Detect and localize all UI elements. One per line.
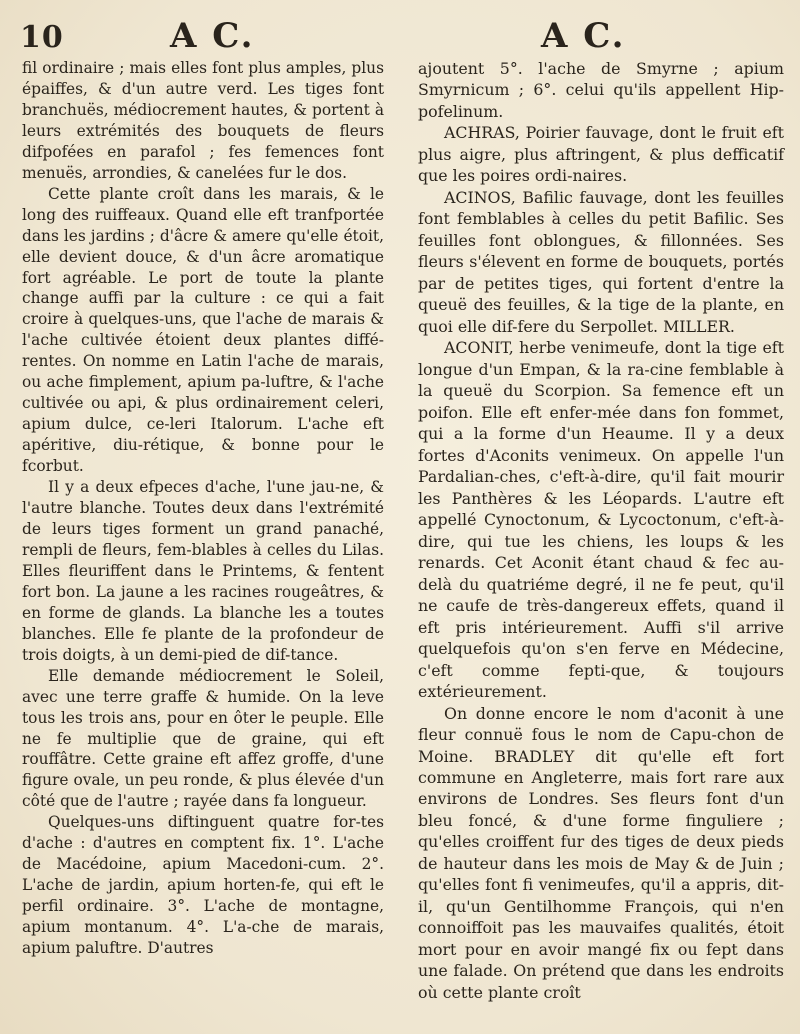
left-paragraph-continuation: fil ordinaire ; mais elles font plus amples, plus épaiffes, & d'un autre verd. Les tiges font branchuës, médiocrement hautes, & portent à leurs extrémités des bouquets de fleurs difpofées en parafol ; fes femences font menuës, arrondies, & canelées fur le dos. [22,59,384,182]
page-header [0,16,800,60]
left-paragraph-species: Il y a deux efpeces d'ache, l'une jau-ne, & l'autre blanche. Toutes deux dans l'extrémité de leurs tiges forment un grand panaché, rempli de fleurs, fem-blables à celles du Lilas. Elles fleuriffent dans le Printems, & fentent fort bon. La jaune a les racines rougeâtres, & en forme de glands. La blanche les a toutes blanches. Elle fe plante de la profondeur de trois doigts, à un demi-pied de dif-tance. [22,478,384,664]
left-column [22,58,384,959]
left-paragraph-cultivation: Elle demande médiocrement le Soleil, avec une terre graffe & humide. On la leve tous les trois ans, pour en ôter le peuple. Elle ne fe multiplie que de graine, qui eft rouffâtre. Cette graine eft affez groffe, d'une figure ovale, un peu ronde, & plus élevée d'un côté que de l'autre ; rayée dans fa longueur. [22,666,384,811]
left-paragraph-varieties: Quelques-uns diftinguent quatre for-tes d'ache : d'autres en comptent fix. 1°. L'ache de Macédoine, apium Macedoni-cum. 2°. L'ache de jardin, apium horten-fe, qui eft le perfil ordinaire. 3°. L'ache de montagne, apium montanum. 4°. L'a-che de marais, apium paluftre. D'autres [22,813,384,958]
entry-acinos: ACINOS, Bafilic fauvage, dont les feuilles font femblables à celles du petit Bafilic. Ses feuilles font oblongues, & fillonnées. Ses fleurs s'élevent en forme de bouquets, portés par de petites tiges, qui fortent d'entre la queuë des feuilles, & la tige de la plante, en quoi elle dif-fere du Serpollet. MILLER. [418,187,784,336]
entry-aconit: ACONIT, herbe venimeufe, dont la tige eft longue d'un Empan, & la ra-cine femblable à la queuë du Scorpion. Sa femence eft un poifon. Elle eft enfer-mée dans fon fommet, qui a la forme d'un Heaume. Il y a deux fortes d'Aconits venimeux. On appelle l'un Pardalian-ches, c'eft-à-dire, qu'il fait mourir les Panthères & les Léopards. L'autre eft appellé Cynoctonum, & Lycoctonum, c'eft-à-dire, qui tue les chiens, les loups & les renards. Cet Aconit étant chaud & fec au-delà du quatriéme degré, il ne fe peut, qu'il ne caufe de très-dangereux effets, quand il eft pris intérieurement. Auffi s'il arrive quelquefois qu'on s'en ferve en Médecine, c'eft comme fepti-que, & toujours extérieurement. [418,338,784,702]
entry-aconit-flower: On donne encore le nom d'aconit à une fleur connuë fous le nom de Capu-chon de Moine. BRADLEY dit qu'elle eft fort commune en Angleterre, mais fort rare aux environs de Londres. Ses fleurs font d'un bleu foncé, & d'une forme finguliere ; qu'elles croiffent fur des tiges de deux pieds de hauteur dans les mois de May & de Juin ; qu'elles font fi venimeufes, qu'il a appris, dit-il, qu'un Gentilhomme François, qui n'en connoiffoit pas les mauvaifes qualités, étoit mort pour en avoir mangé fix ou fept dans une falade. On prétend que dans les endroits où cette plante croît [418,703,784,1002]
left-paragraph-habitat: Cette plante croît dans les marais, & le long des ruiffeaux. Quand elle eft tranfportée dans les jardins ; d'âcre & amere qu'elle étoit, elle devient douce, & d'un âcre aromatique fort agréable. Le port de toute la plante change auffi par la culture : ce qui a fait croire à quelques-uns, que l'ache de marais & l'ache cultivée étoient deux plantes diffé-rentes. On nomme en Latin l'ache de marais, ou ache fimplement, apium pa-luftre, & l'ache cultivée ou api, & plus ordinairement celeri, apium dulce, ce-leri Italorum. L'ache eft apéritive, diu-rétique, & bonne pour le fcorbut. [22,184,384,476]
right-column [418,58,784,1003]
entry-achras: ACHRAS, Poirier fauvage, dont le fruit eft plus aigre, plus aftringent, & plus defficatif que les poires ordi-naires. [418,123,784,186]
page-number: 10 [20,20,64,55]
right-paragraph-continuation: ajoutent 5°. l'ache de Smyrne ; apium Smyrnicum ; 6°. celui qu'ils appellent Hip-pofelinum. [418,59,784,121]
running-head-right: A C. [541,16,626,56]
running-head-left: A C. [170,16,255,56]
